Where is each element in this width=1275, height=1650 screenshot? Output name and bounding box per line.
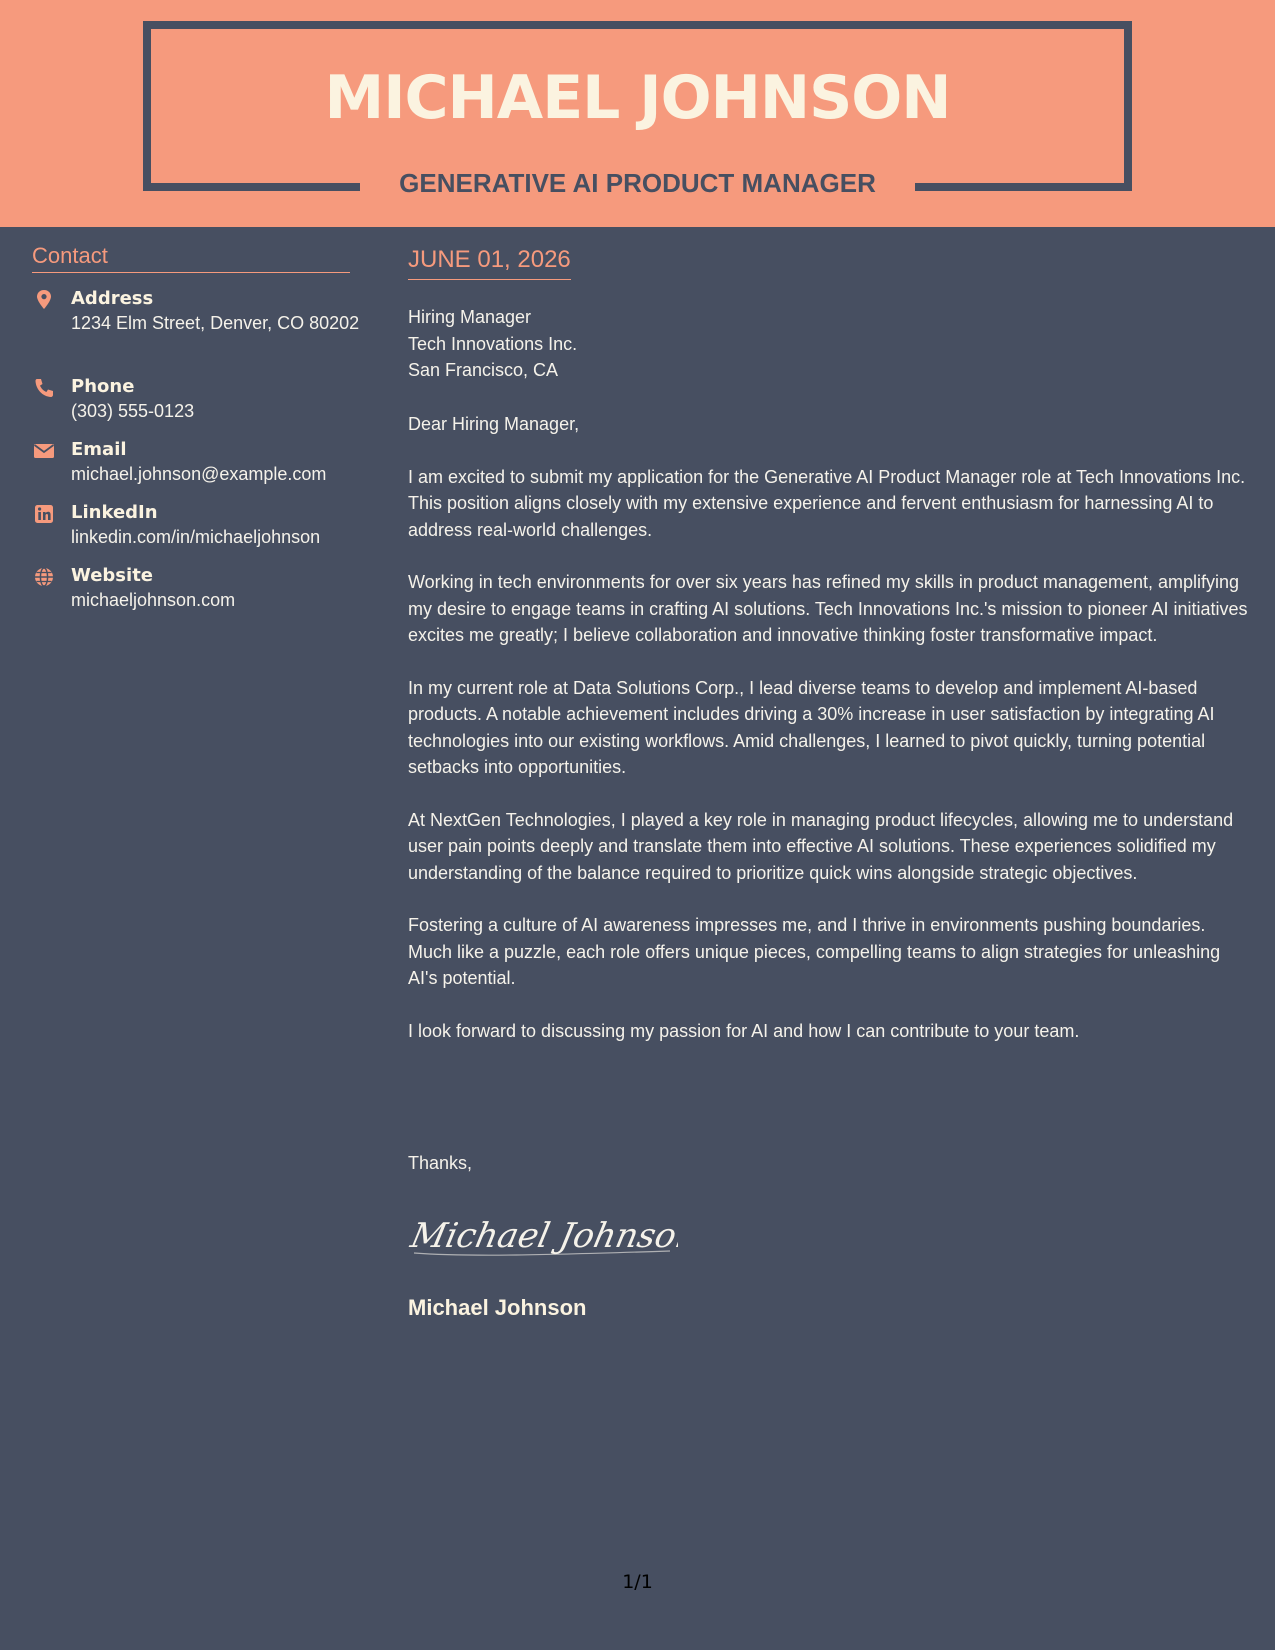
contact-label: LinkedIn: [71, 502, 158, 523]
contact-label: Email: [71, 439, 127, 460]
body-paragraph: In my current role at Data Solutions Corp., I lead diverse teams to develop and implement AI-based products. A notable achievement includes driving a 30% increase in user satisfaction by integrating AI technologies into our existing workflows. Amid challenges, I learned to pivot quickly, turning potential setbacks into opportunities.: [408, 677, 1215, 777]
linkedin-icon: [32, 503, 56, 525]
recipient-company: Tech Innovations Inc.: [408, 333, 578, 354]
signer-name: Michael Johnson: [408, 1295, 587, 1320]
recipient-name: Hiring Manager: [408, 307, 532, 327]
letter-date: JUNE 01, 2026: [408, 245, 571, 280]
contact-label: Address: [71, 288, 154, 309]
letter-body: [408, 411, 1248, 1070]
phone-icon: [32, 377, 56, 399]
recipient-block: [408, 304, 577, 384]
body-paragraph: At NextGen Technologies, I played a key role in managing product lifecycles, allowing me to understand user pain points deeply and translate them into effective AI solutions. These experiences solidified my understanding of the balance required to prioritize quick wins alongside strategic objectives.: [408, 809, 1234, 883]
contact-value: 1234 Elm Street, Denver, CO 80202: [71, 313, 360, 333]
job-title: GENERATIVE AI PRODUCT MANAGER: [399, 168, 876, 198]
handwritten-signature: [408, 1205, 678, 1265]
page-number: 1/1: [622, 1571, 653, 1593]
salutation: Dear Hiring Manager,: [408, 414, 580, 434]
contact-label: Website: [71, 565, 154, 586]
contact-value: (303) 555-0123: [71, 401, 195, 421]
globe-icon: [32, 566, 56, 588]
contact-value: michaeljohnson.com: [71, 590, 236, 610]
body-paragraph: I am excited to submit my application for the Generative AI Product Manager role at Tech Innovations Inc. This position aligns closely with my extensive experience and fervent enthusiasm for harnessing AI to address real-world challenges.: [408, 466, 1246, 540]
signature-text: Michael Johnson: [408, 1216, 678, 1256]
closing: Thanks,: [408, 1153, 473, 1173]
header-banner: [0, 0, 1275, 227]
body-paragraph: I look forward to discussing my passion for AI and how I can contribute to your team.: [408, 1020, 1080, 1041]
contact-heading: Contact: [32, 243, 350, 273]
map-pin-icon: [32, 289, 56, 311]
contact-value: michael.johnson@example.com: [71, 464, 327, 484]
contact-label: Phone: [71, 376, 135, 397]
envelope-icon: [32, 440, 56, 462]
body-paragraph: Fostering a culture of AI awareness impresses me, and I thrive in environments pushing boundaries. Much like a puzzle, each role offers unique pieces, compelling teams to align strategies for unleashing AI's potential.: [408, 915, 1221, 988]
recipient-location: San Francisco, CA: [408, 360, 559, 380]
applicant-name: MICHAEL JOHNSON: [324, 63, 951, 133]
body-paragraph: Working in tech environments for over six years has refined my skills in product management, amplifying my desire to engage teams in crafting AI solutions. Tech Innovations Inc.'s mission to pioneer AI initiatives excites me greatly; I believe collaboration and innovative thinking foster transformative impact.: [408, 572, 1248, 645]
contact-value: linkedin.com/in/michaeljohnson: [71, 527, 321, 547]
